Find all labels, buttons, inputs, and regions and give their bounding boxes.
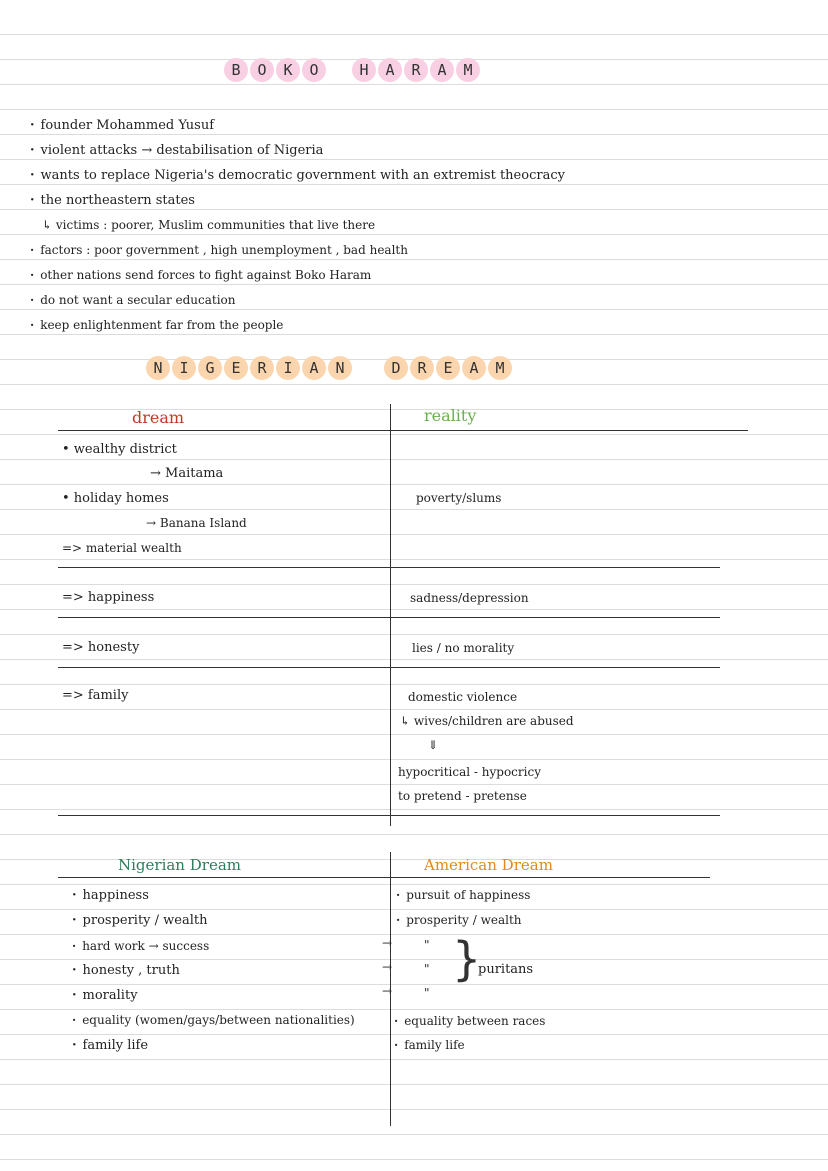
arrow-icon: →: [382, 960, 393, 974]
bullet-northeastern-states: · the northeastern states: [30, 193, 195, 208]
bullet-factors: · factors : poor government , high unemployment , bad health: [30, 243, 408, 257]
reality-item: poverty/slums: [416, 491, 502, 505]
ditto-mark: ": [424, 986, 430, 1000]
reality-item: lies / no morality: [412, 641, 515, 655]
row-divider: [58, 667, 720, 668]
title-letter: G: [198, 356, 222, 380]
victims-note: ↳ victims : poorer, Muslim communities that live there: [42, 218, 376, 232]
bullet-replace-government: · wants to replace Nigeria's democratic government with an extremist theocracy: [30, 168, 565, 183]
arrow-icon: →: [382, 984, 393, 998]
table-divider: [390, 404, 391, 826]
bullet-violent-attacks: · violent attacks → destabilisation of Nigeria: [30, 143, 323, 158]
title-letter: D: [384, 356, 408, 380]
left-item: · prosperity / wealth: [72, 913, 208, 928]
title-letter: A: [302, 356, 326, 380]
bullet-founder: · founder Mohammed Yusuf: [30, 118, 214, 133]
dream-item: => honesty: [62, 640, 140, 655]
ditto-mark: ": [424, 962, 430, 976]
title-letter: A: [378, 58, 402, 82]
row-divider: [58, 815, 720, 816]
brace-icon: }: [452, 932, 482, 986]
reality-subitem: hypocritical - hypocricy: [398, 765, 541, 779]
title-letter: R: [250, 356, 274, 380]
dream-subitem: → Maitama: [150, 466, 224, 481]
dream-item: => happiness: [62, 590, 155, 605]
title-letter: O: [250, 58, 274, 82]
title-letter: R: [404, 58, 428, 82]
reality-item: sadness/depression: [410, 591, 529, 605]
row-divider: [58, 617, 720, 618]
title-letter: A: [430, 58, 454, 82]
title-letter: I: [172, 356, 196, 380]
title-letter: K: [276, 58, 300, 82]
comparison-header-underline: [58, 877, 710, 878]
bullet-enlightenment: · keep enlightenment far from the people: [30, 318, 283, 332]
header-underline: [58, 430, 748, 431]
title-letter: B: [224, 58, 248, 82]
column-header-dream: dream: [132, 408, 185, 427]
right-column-title: American Dream: [424, 856, 553, 874]
title-letter: A: [462, 356, 486, 380]
right-item: · family life: [394, 1038, 465, 1052]
right-item: · equality between races: [394, 1014, 545, 1028]
reality-subitem: ↳ wives/children are abused: [400, 714, 574, 728]
title-letter: H: [352, 58, 376, 82]
left-item: · hard work → success: [72, 939, 209, 953]
left-item: · equality (women/gays/between nationalities): [72, 1013, 355, 1027]
left-item: · happiness: [72, 888, 149, 903]
puritans-label: puritans: [478, 962, 534, 977]
title-letter: N: [328, 356, 352, 380]
right-item: · prosperity / wealth: [396, 913, 522, 927]
title-letter: R: [410, 356, 434, 380]
reality-item: domestic violence: [408, 690, 518, 704]
arrow-icon: →: [382, 936, 393, 950]
column-header-reality: reality: [424, 406, 477, 425]
left-item: · family life: [72, 1038, 148, 1053]
dream-item: • wealthy district: [62, 442, 177, 457]
title-letter: E: [436, 356, 460, 380]
right-item: · pursuit of happiness: [396, 888, 530, 902]
title-letter: E: [224, 356, 248, 380]
dream-item: => family: [62, 688, 129, 703]
left-item: · honesty , truth: [72, 963, 180, 978]
dream-subitem: → Banana Island: [146, 516, 247, 530]
title-letter: I: [276, 356, 300, 380]
left-item: · morality: [72, 988, 138, 1003]
reality-subitem: to pretend - pretense: [398, 789, 527, 803]
row-divider: [58, 567, 720, 568]
title-letter: M: [456, 58, 480, 82]
dream-item: • holiday homes: [62, 491, 169, 506]
title-letter: N: [146, 356, 170, 380]
title-letter: O: [302, 58, 326, 82]
bullet-secular-education: · do not want a secular education: [30, 293, 236, 307]
title-letter: M: [488, 356, 512, 380]
left-column-title: Nigerian Dream: [118, 856, 241, 874]
bullet-other-nations: · other nations send forces to fight against Boko Haram: [30, 268, 371, 282]
down-arrow-icon: ⇓: [428, 738, 439, 752]
ditto-mark: ": [424, 938, 430, 952]
dream-summary: => material wealth: [62, 541, 182, 555]
